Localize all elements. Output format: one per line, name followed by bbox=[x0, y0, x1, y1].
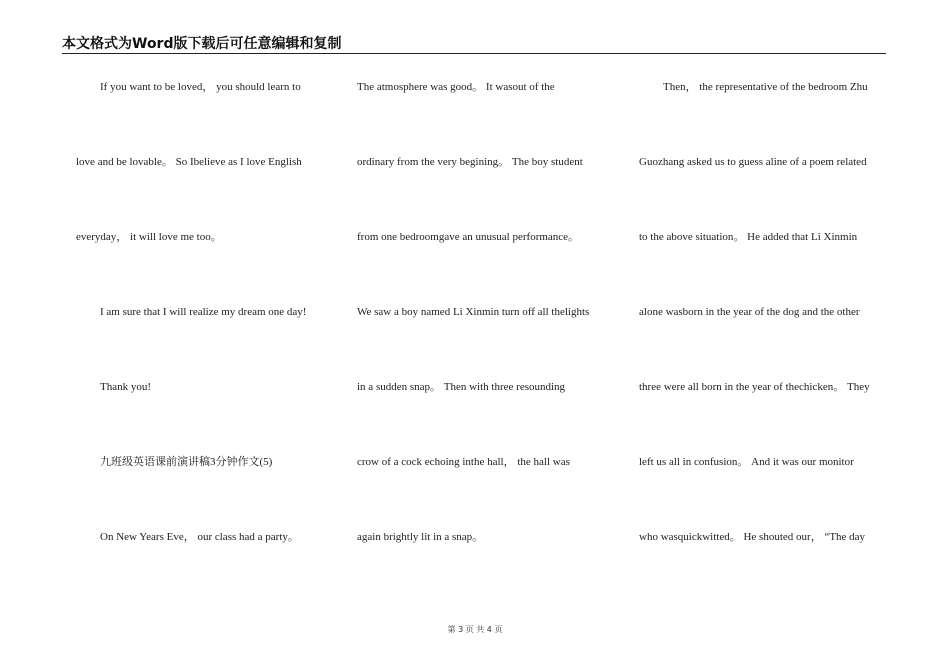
text-line: love and be lovable。 So Ibelieve as I love English bbox=[76, 156, 302, 168]
text-line: to the above situation。 He added that Li Xinmin bbox=[639, 231, 858, 243]
text-line: crow of a cock echoing inthe hall， the hall was bbox=[357, 456, 570, 468]
text-line: Then， the representative of the bedroom Zhu bbox=[663, 81, 868, 93]
text-line: everyday， it will love me too。 bbox=[76, 231, 222, 243]
text-line: Guozhang asked us to guess aline of a poem related bbox=[639, 156, 867, 168]
header-rule bbox=[62, 53, 886, 54]
text-line: On New Years Eve， our class had a party。 bbox=[100, 531, 299, 543]
text-line: Thank you! bbox=[100, 381, 152, 393]
text-line: again brightly lit in a snap。 bbox=[357, 531, 484, 543]
text-line: We saw a boy named Li Xinmin turn off all thelights bbox=[357, 306, 590, 318]
text-line: left us all in confusion。 And it was our monitor bbox=[639, 456, 854, 468]
text-line: three were all born in the year of thechicken。 They bbox=[639, 381, 870, 393]
text-line: from one bedroomgave an unusual performance。 bbox=[357, 231, 580, 243]
document-header-title: 本文格式为Word版下载后可任意编辑和复制 bbox=[62, 36, 342, 52]
text-line: who wasquickwitted。 He shouted our， “The day bbox=[639, 531, 866, 543]
text-line: alone wasborn in the year of the dog and the other bbox=[639, 306, 860, 318]
text-line: If you want to be loved， you should learn to bbox=[100, 81, 301, 93]
section-heading: 九班级英语课前演讲稿3分钟作文(5) bbox=[100, 456, 273, 468]
text-line: in a sudden snap。 Then with three resounding bbox=[357, 381, 566, 393]
text-line: The atmosphere was good。 It wasout of the bbox=[357, 81, 555, 93]
text-line: I am sure that I will realize my dream one day! bbox=[100, 306, 307, 318]
text-line: ordinary from the very begining。 The boy student bbox=[357, 156, 583, 168]
page-number-footer: 第 3 页 共 4 页 bbox=[447, 625, 503, 634]
